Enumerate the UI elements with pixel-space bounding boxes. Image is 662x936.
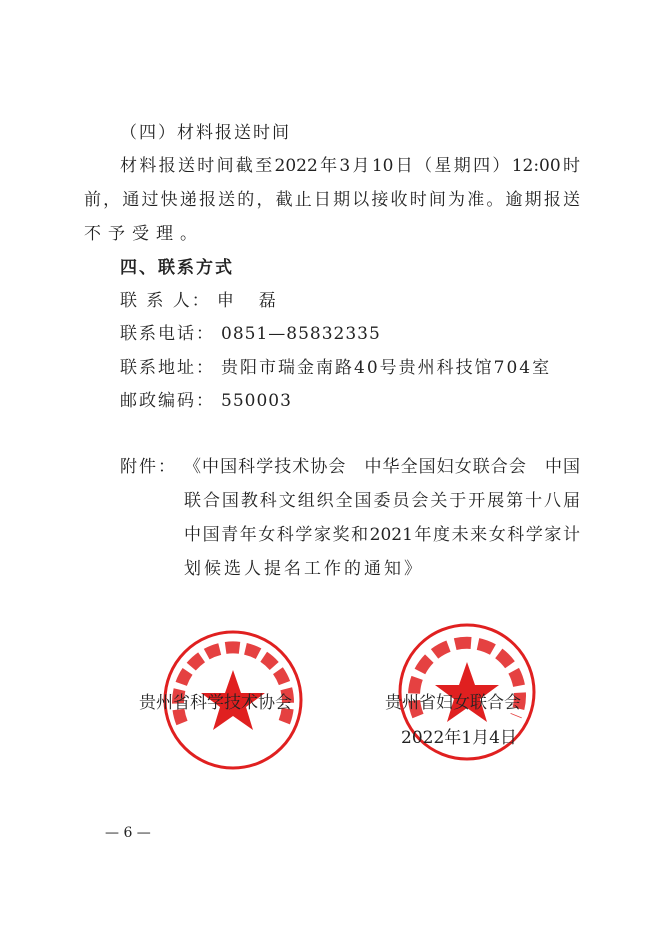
- signature-org-2: 贵州省妇女联合会: [385, 693, 521, 713]
- phone-label: 联系电话：: [120, 324, 215, 344]
- section-heading-contact: 四、联系方式: [120, 258, 234, 278]
- address-row: [120, 357, 551, 379]
- phone-value: 0851—85832335: [221, 324, 381, 344]
- phone-row: [120, 323, 381, 345]
- attachment-line: 划候选人提名工作的通知》: [184, 559, 424, 579]
- signature-date: 2022年1月4日: [401, 728, 517, 748]
- contact-person-label: 联 系 人：: [120, 291, 211, 311]
- postcode-value: 550003: [221, 391, 292, 411]
- paragraph-line: 材料报送时间截至2022年3月10日（星期四）12:00时: [120, 156, 580, 176]
- attachment-line: 中国青年女科学家奖和2021年度未来女科学家计: [184, 525, 580, 545]
- postcode-label: 邮政编码：: [120, 391, 215, 411]
- subheading-material-time: （四）材料报送时间: [120, 123, 291, 143]
- address-value: 贵阳市瑞金南路40号贵州科技馆704室: [221, 358, 552, 378]
- paragraph-line: 不予受理。: [84, 224, 204, 244]
- attachment-line: 联合国教科文组织全国委员会关于开展第十八届: [184, 491, 580, 511]
- postcode-row: [120, 390, 292, 412]
- address-label: 联系地址：: [120, 358, 215, 378]
- attachment-label: 附件：: [120, 457, 177, 477]
- contact-person-row: [120, 290, 280, 312]
- paragraph-line: 前，通过快递报送的，截止日期以接收时间为准。逾期报送: [84, 190, 580, 210]
- signature-org-1: 贵州省科学技术协会: [139, 693, 292, 713]
- page-number: — 6 —: [105, 825, 151, 841]
- attachment-line: 《中国科学技术协会 中华全国妇女联合会 中国: [184, 457, 580, 477]
- contact-person: 申 磊: [216, 291, 280, 311]
